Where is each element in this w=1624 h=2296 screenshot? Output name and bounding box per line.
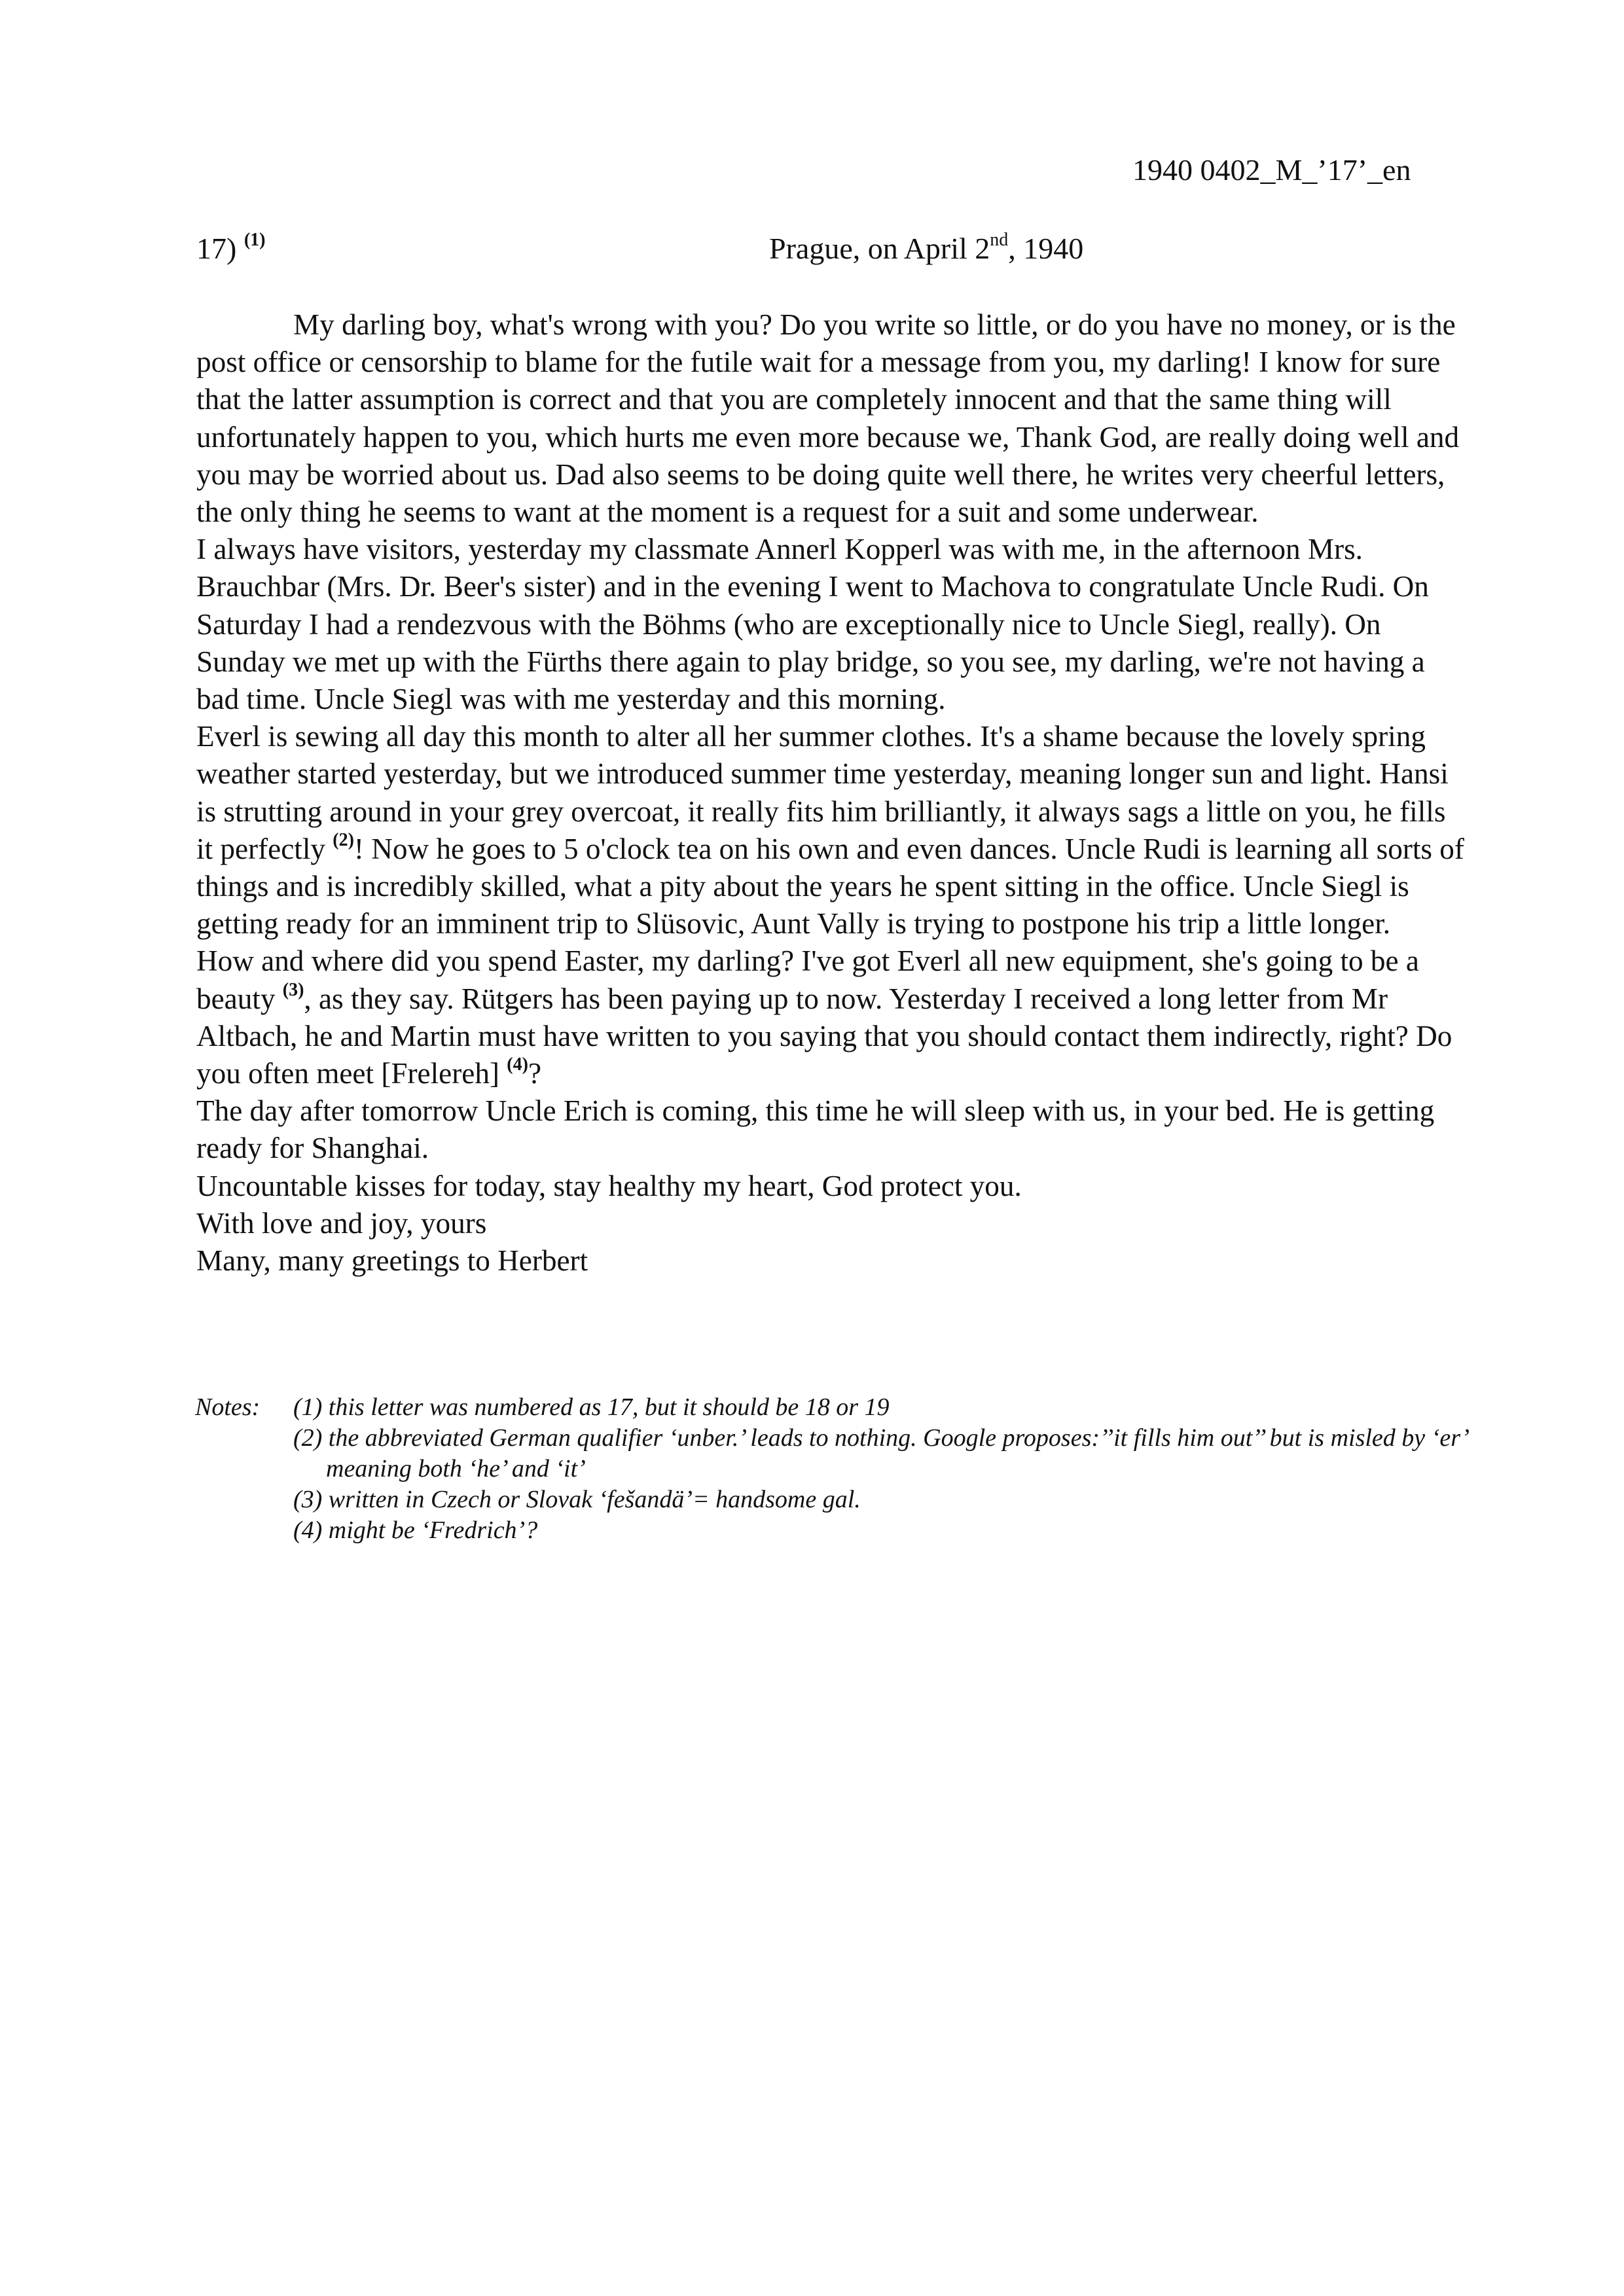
- dateline-ordinal-suffix: nd: [990, 230, 1009, 250]
- paragraph-text: , as they say. Rütgers has been paying up to now. Yesterday I received a long letter from Mr Altbach, he and Martin must have written to you saying that you should contact them indirectly, right? Do you often meet [Frelereh]: [196, 982, 1453, 1090]
- letter-number: [196, 230, 265, 266]
- note-item-2: (2) the abbreviated German qualifier ‘unber.’ leads to nothing. Google proposes:’’it fills him out’’ but is misled by ‘er’ meaning both ‘he’ and ‘it’: [293, 1424, 1467, 1482]
- paragraph-uncle-erich: The day after tomorrow Uncle Erich is coming, this time he will sleep with us, in your bed. He is getting ready for Shanghai.: [196, 1094, 1435, 1165]
- footnote-marker-1: (1): [244, 230, 266, 250]
- paragraph-easter: [196, 942, 1466, 1092]
- paragraph-text: ?: [528, 1057, 541, 1090]
- paragraph-everl-hansi: [196, 718, 1466, 942]
- notes-label: Notes:: [195, 1393, 261, 1421]
- note-item-1: (1) this letter was numbered as 17, but it should be 18 or 19: [293, 1393, 890, 1421]
- postscript-greetings: Many, many greetings to Herbert: [196, 1244, 588, 1278]
- footnote-marker-4: (4): [507, 1054, 528, 1075]
- paragraph-text: How and where did you spend Easter, my darling? I've got Everl all new equipment, she's going to be a beauty: [196, 944, 1419, 1015]
- paragraph-visitors: I always have visitors, yesterday my classmate Annerl Kopperl was with me, in the afternoon Mrs. Brauchbar (Mrs. Dr. Beer's sister) and in the evening I went to Machova to congratulate Uncle Rudi. On Saturday I had a rendezvous with the Böhms (who are exceptionally nice to Uncle Siegl, really). On Sunday we met up with the Fürths there again to play bridge, so you see, my darling, we're not having a bad time. Uncle Siegl was with me yesterday and this morning.: [196, 533, 1429, 716]
- footnote-marker-3: (3): [282, 979, 304, 1000]
- paragraph-text: Everl is sewing all day this month to alter all her summer clothes. It's a shame because the lovely spring weather started yesterday, but we introduced summer time yesterday, meaning longer sun and light. Hansi is strutting around in your grey overcoat, it really fits him brilliantly, it always sags a little on you, he fills it perfectly: [196, 720, 1449, 865]
- document-reference: 1940 0402_M_’17’_en: [1132, 153, 1411, 187]
- letter-body: [196, 306, 1466, 1280]
- letter-number-text: 17): [196, 232, 237, 265]
- paragraph-text: ! Now he goes to 5 o'clock tea on his own and even dances. Uncle Rudi is learning all sorts of things and is incredibly skilled, what a pity about the years he spent sitting in the office. Uncle Siegl is getting ready for an imminent trip to Slüsovic, Aunt Vally is trying to postpone his trip a little longer.: [196, 832, 1464, 941]
- dateline: [769, 230, 1083, 266]
- note-item-4: (4) might be ‘Fredrich’?: [293, 1516, 538, 1544]
- note-list: [293, 1392, 1530, 1546]
- note-item-3: (3) written in Czech or Slovak ‘fešandä’= handsome gal.: [293, 1486, 861, 1513]
- footnote-marker-2: (2): [333, 829, 354, 850]
- dateline-place-date: Prague, on April 2: [769, 232, 990, 265]
- paragraph-opening: My darling boy, what's wrong with you? Do you write so little, or do you have no money, or is the post office or censorship to blame for the futile wait for a message from you, my darling! I know for sure that the latter assumption is correct and that you are completely innocent and that the same thing will unfortunately happen to you, which hurts me even more because we, Thank God, are really doing well and you may be worried about us. Dad also seems to be doing quite well there, he writes very cheerful letters, the only thing he seems to want at the moment is a request for a suit and some underwear.: [196, 308, 1460, 529]
- dateline-year: , 1940: [1008, 232, 1084, 265]
- paragraph-kisses: Uncountable kisses for today, stay healthy my heart, God protect you.: [196, 1169, 1022, 1202]
- closing-line: With love and joy, yours: [196, 1206, 487, 1240]
